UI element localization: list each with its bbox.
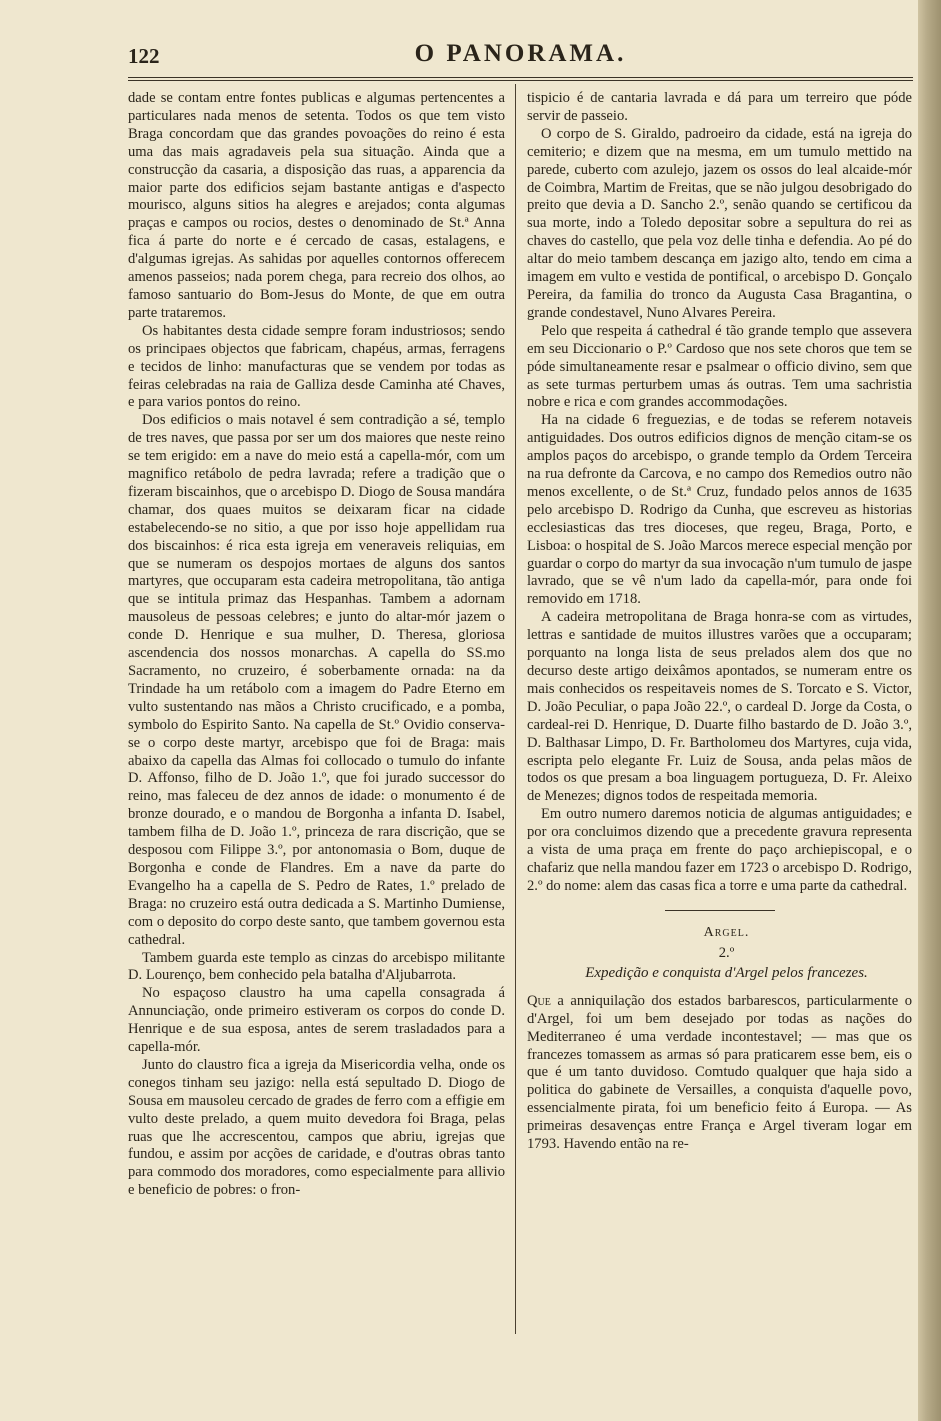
paragraph: No espaçoso claustro ha uma capella consagrada á Annunciação, onde primeiro estiveram os corpos do conde D. Henrique e de sua esposa, antes de serem trasladados para a capella-mór.	[128, 985, 505, 1056]
paragraph: Tambem guarda este templo as cinzas do arcebispo militante D. Lourenço, bem conhecido pela batalha d'Aljubarrota.	[128, 949, 505, 984]
right-column	[527, 90, 912, 1330]
journal-title: O PANORAMA.	[414, 40, 627, 67]
paragraph: O corpo de S. Giraldo, padroeiro da cidade, está na igreja do cemiterio; e dizem que na mesma, em um tumulo mettido na parede, cuberto com azulejo, jazem os ossos do leal alcaide-mór de Coimbra, Martim de Freitas, que se não julgou desobrigado do preito que devia a D. Sancho 2.º, senão quando se certificou da sua morte, indo a Toledo depositar sobre a sepultura do rei as chaves do castello, que pela voz delle tinha e defendia. Ao pé do altar do meio tambem descança em jazigo alto, tendo em cima a imagem em vulto e vestida de pontifical, o arcebispo D. Gonçalo Pereira, da familia do tronco da Augusta Casa Bragantina, o grande condestavel, Nuno Alvares Pereira.	[527, 125, 912, 321]
section-title: Argel.	[703, 924, 750, 940]
paragraph: dade se contam entre fontes publicas e algumas pertencentes a particulares nada menos de setenta. Todos os que tem visto Braga concordam que das grandes povoações do reino é esta uma das mais agradaveis pela sua situação. Ainda que a construcção da casaria, a disposição das ruas, a apparencia da maior parte dos edificios sejam bastante antigas e d'aspecto mourisco, alguns sitios ha alegres e arejados; conta algumas praças e campos ou rocios, destes o denominado de St.ª Anna fica á parte do norte e é cercado de casas, estalagens, e d'algumas igrejas. As sahidas por aquelles contornos offerecem amenos passeios; nada porem chega, para recreio dos olhos, ao famoso santuario do Bom-Jesus do Monte, de que em outra parte trataremos.	[128, 90, 505, 321]
section-number: 2.º	[718, 944, 735, 961]
section-separator	[665, 910, 775, 911]
page-number: 122	[128, 44, 160, 68]
section-body	[527, 993, 912, 1154]
paragraph: Pelo que respeita á cathedral é tão grande templo que assevera em seu Diccionario o P.º Cardoso que nos sete choros que tem se póde simultaneamente resar e psalmear o officio divino, sem que as sete turmas perturbem umas ás outras. Tem uma sachristia nobre e rica e com grandes accommodações.	[527, 322, 912, 411]
section-lead-word: Que	[527, 992, 551, 1009]
page-header	[128, 40, 913, 72]
section-subtitle: Expedição e conquista d'Argel pelos francezes.	[585, 964, 868, 981]
paragraph: A cadeira metropolitana de Braga honra-se com as virtudes, lettras e santidade de muitos illustres varões que a occuparam; porquanto na longa lista de seus prelados alem dos que no decurso deste artigo deixâmos apontados, se numeram entre os mais conhecidos os respeitaveis nomes de S. Torcato e S. Victor, D. João Peculiar, o papa João 22.º, o cardeal D. Jorge da Costa, o cardeal-rei D. Henrique, D. Duarte filho bastardo de D. João 3.º, D. Balthasar Limpo, D. Fr. Bartholomeu dos Martyres, cuja vida, escripta pelo elegante Fr. Luiz de Sousa, anda pelas mãos de todos os que presam a boa linguagem portugueza, D. Fr. Aleixo de Menezes; dignos todos de respeitada memoria.	[527, 609, 912, 805]
paragraph: Ha na cidade 6 freguezias, e de todas se referem notaveis antiguidades. Dos outros edificios dignos de menção citam-se os amplos paços do arcebispo, o grande templo da Ordem Terceira na rua defronte da Carcova, e no campo dos Remedios outro não menos excellente, o de St.ª Cruz, fundado pelos annos de 1635 pelo arcebispo D. Rodrigo da Cunha, que escreveu as historias ecclesiasticas das tres dioceses, que regeu, Braga, Porto, e Lisboa: o hospital de S. João Marcos merece especial menção por guardar o corpo do martyr da sua invocação n'um tumulo de jaspe lavrado, que se vê n'um lado da capella-mór, para onde foi removido em 1718.	[527, 412, 912, 608]
paragraph: Em outro numero daremos noticia de algumas antiguidades; e por ora concluimos dizendo que a precedente gravura representa a vista de uma praça em frente do paço archiepiscopal, e o chafariz que nella mandou fazer em 1723 o arcebispo D. Rodrigo, 2.º do nome: alem das casas fica a torre e uma parte da cathedral.	[527, 806, 912, 894]
paragraph: Dos edificios o mais notavel é sem contradição a sé, templo de tres naves, que passa por ser um dos maiores que neste reino se tem erigido: em a nave do meio está a capella-mór, com um magnifico retábolo de pedra lavrada; refere a tradição que o fizeram biscainhos, que o arcebispo D. Diogo de Sousa mandára chamar, dos quaes muitos se deixaram ficar na cidade estabelecendo-se no sitio, a que por isso hoje appellidam rua dos biscainhos: é rica esta igreja em veneraveis reliquias, em que se numeram os despojos mortaes de alguns dos santos martyres, que occuparam esta cadeira metropolitana, tão antiga que se intitula primaz das Hespanhas. Tambem a adornam mausoleus de pessoas celebres; e junto do altar-mór jazem o conde D. Henrique e sua mulher, D. Theresa, gloriosa ascendencia dos nossos monarchas. A capella do SS.mo Sacramento, no cruzeiro, é soberbamente ornada: na da Trindade ha um retábolo com a imagem do Padre Eterno em vulto sustentando nas mãos a Christo crucificado, e a pomba, symbolo do Espirito Santo. Na capella de St.º Ovidio conserva-se o corpo deste martyr, arcebispo que foi de Braga: mais abaixo da capella das Almas foi collocado o tumulo do infante D. Affonso, filho de D. João 1.º, que foi jurado successor do reino, mas faleceu de dez annos de idade: o monumento é de bronze dourado, e o mandou de Borgonha a infanta D. Isabel, tambem filha de D. João 1.º, princeza de rara discrição, que se desposou com Filippe 3.º, por antonomasia o Bom, duque de Borgonha e conde de Flandres. Em a nave da parte do Evangelho ha a capella de S. Pedro de Rates, 1.º prelado de Braga: no cruzeiro está outra dedicada a S. Martinho Dumiense, com o deposito do corpo deste santo, que tambem governou esta cathedral.	[128, 412, 505, 948]
column-divider	[515, 84, 516, 1334]
left-column	[128, 90, 505, 1330]
paragraph: tispicio é de cantaria lavrada e dá para um terreiro que póde servir de passeio.	[527, 90, 912, 124]
section-body-text: a anniquilação dos estados barbarescos, particularmente o d'Argel, foi um bem desejado por todas as nações do Mediterraneo é uma verdade incontestavel; — mas que os francezes tomassem as armas só para praticarem esse bem, eis o que é um tanto duvidoso. Comtudo qualquer que haja sido a politica do gabinete de Versailles, a conquista d'aquelle povo, essencialmente pirata, foi um beneficio feito á Europa. — As primeiras desavenças entre França e Argel tiveram logar em 1793. Havendo então na re-	[527, 992, 912, 1153]
book-spine-edge	[918, 0, 941, 1421]
header-rule	[128, 77, 913, 81]
paragraph: Os habitantes desta cidade sempre foram industriosos; sendo os principaes objectos que fabricam, chapéus, armas, ferragens e tecidos de linho: manufacturas que se vendem por todas as feiras celebradas na raia de Galliza desde Caminha até Chaves, e para varios pontos do reino.	[128, 322, 505, 411]
paragraph: Junto do claustro fica a igreja da Misericordia velha, onde os conegos tinham seu jazigo: nella está sepultado D. Diogo de Sousa em mausoleu cercado de grades de ferro com a effigie em vulto deste prelado, a quem muito devedora foi Braga, pelas ruas que lhe accrescentou, campos que abriu, igrejas que fundou, e assim por acções de caridade, e d'outras obras tanto para commodo dos moradores, como especialmente para allivio e beneficio de pobres: o fron-	[128, 1056, 505, 1199]
